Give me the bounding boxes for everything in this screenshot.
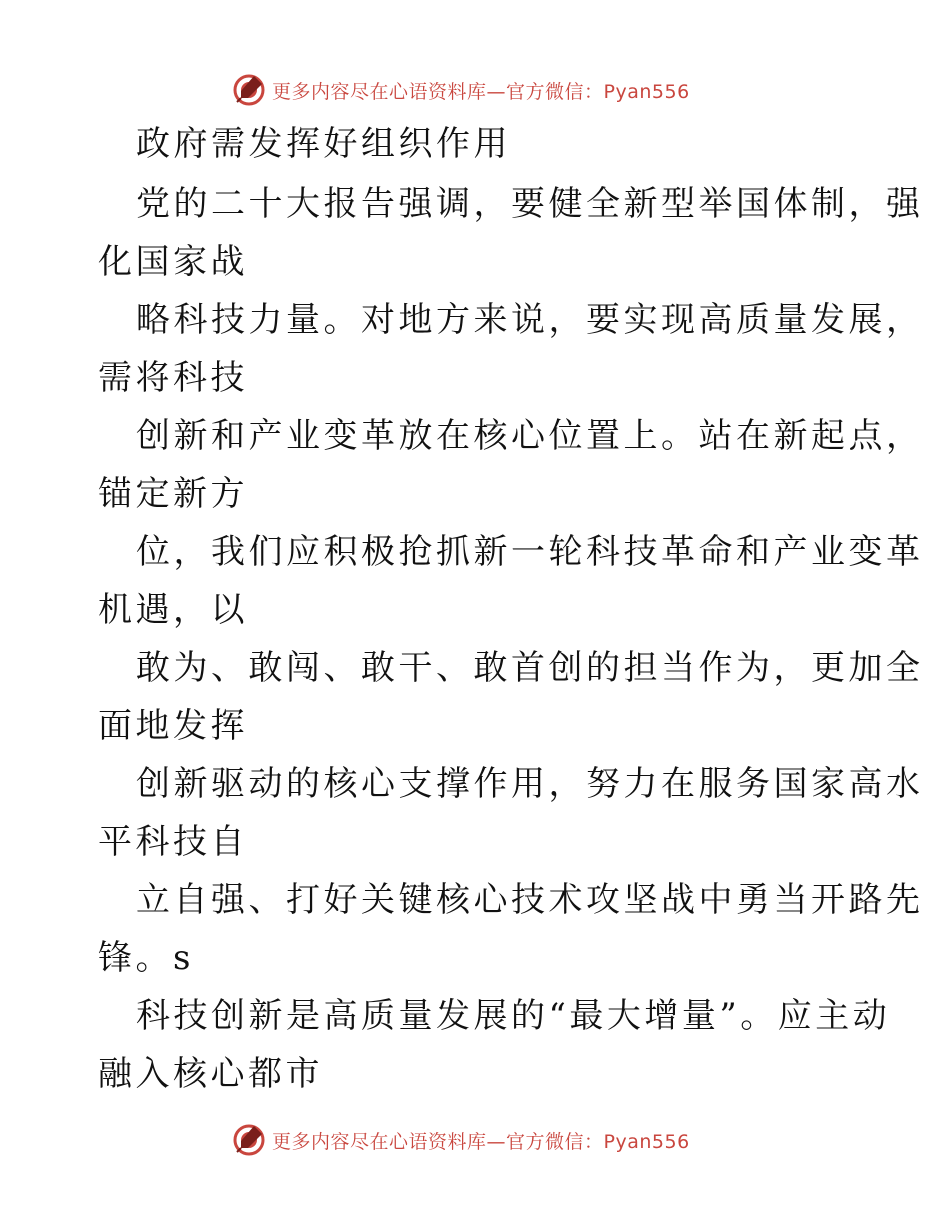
pen-logo-icon xyxy=(232,73,266,107)
text-line: 立自强、打好关键核心技术攻坚战中勇当开路先 xyxy=(136,880,924,920)
text-line: 平科技自 xyxy=(98,822,248,862)
text-line: 需将科技 xyxy=(98,358,248,398)
text-line: 科技创新是高质量发展的“最大增量”。应主动 xyxy=(136,996,891,1036)
text-line: 位，我们应积极抢抓新一轮科技革命和产业变革 xyxy=(136,532,924,572)
text-line: 略科技力量。对地方来说，要实现高质量发展， xyxy=(136,300,924,340)
header-banner xyxy=(232,70,690,110)
text-line: 锋。s xyxy=(98,938,194,978)
pen-logo-icon xyxy=(232,1123,266,1157)
footer-banner-text: 更多内容尽在心语资料库—官方微信：Pyan556 xyxy=(272,1130,690,1153)
footer-banner xyxy=(232,1120,690,1160)
text-line: 面地发挥 xyxy=(98,706,248,746)
text-line: 化国家战 xyxy=(98,242,248,282)
text-line: 机遇，以 xyxy=(98,590,248,630)
text-line: 创新和产业变革放在核心位置上。站在新起点， xyxy=(136,416,924,456)
header-banner-text: 更多内容尽在心语资料库—官方微信：Pyan556 xyxy=(272,80,690,103)
text-line: 创新驱动的核心支撑作用，努力在服务国家高水 xyxy=(136,764,924,804)
text-line: 融入核心都市 xyxy=(98,1054,323,1094)
text-line: 锚定新方 xyxy=(98,474,248,514)
text-line: 敢为、敢闯、敢干、敢首创的担当作为，更加全 xyxy=(136,648,924,688)
text-line: 党的二十大报告强调，要健全新型举国体制，强 xyxy=(136,184,924,224)
text-line: 政府需发挥好组织作用 xyxy=(136,124,511,164)
